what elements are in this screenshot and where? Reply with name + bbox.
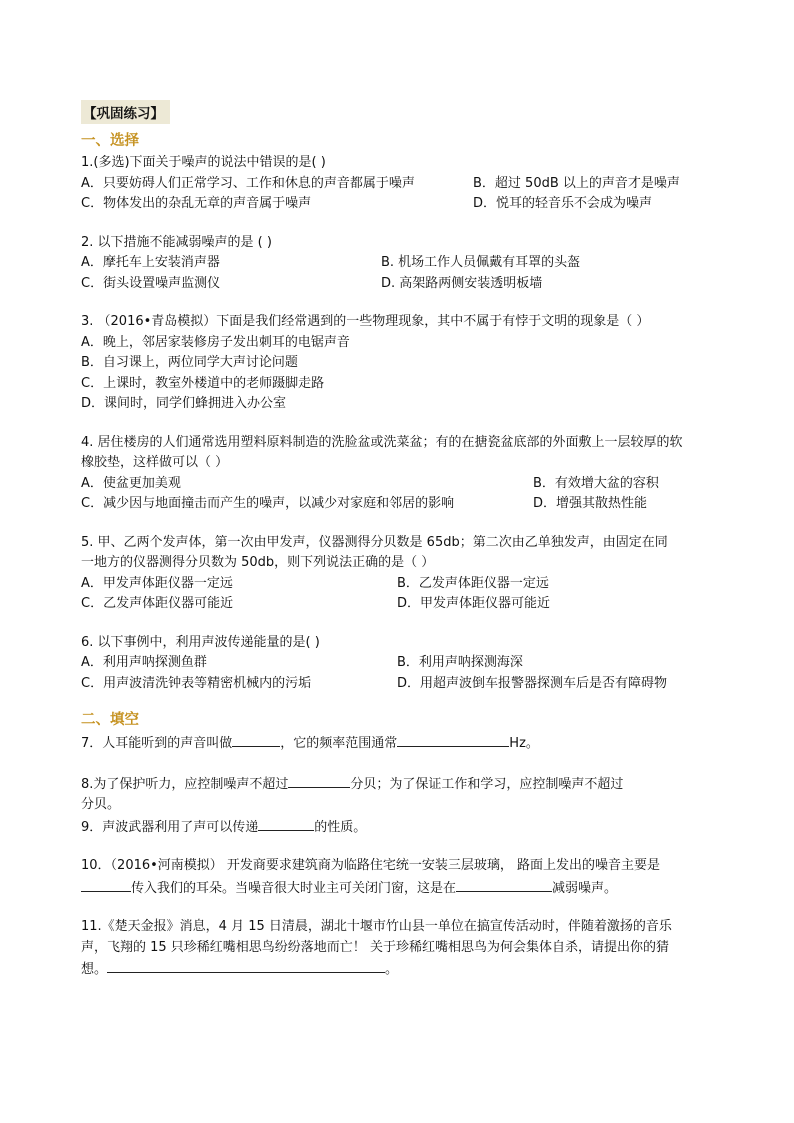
option-c: C．用声波清洗钟表等精密机械内的污垢 [81, 675, 312, 691]
option-a: A．甲发声体距仪器一定远 [81, 575, 233, 591]
question-stem: 5. 甲、乙两个发声体，第一次由甲发声，仪器测得分贝数是 65db；第二次由乙单独发声，由固定在同 [81, 534, 668, 550]
question-text: 7．人耳能听到的声音叫做 [81, 736, 233, 751]
question-text: ，它的频率范围通常 [280, 736, 398, 751]
option-c: C．街头设置噪声监测仪 [81, 275, 221, 291]
option-b: B．乙发声体距仪器一定远 [397, 575, 549, 591]
question-text: Hz。 [509, 736, 539, 751]
answer-blank[interactable] [397, 732, 509, 747]
option-a: A．只要妨碍人们正常学习、工作和休息的声音都属于噪声 [81, 175, 415, 191]
answer-blank[interactable] [456, 877, 552, 892]
option-a: A．摩托车上安装消声器 [81, 255, 220, 270]
worksheet [81, 100, 721, 981]
answer-blank[interactable] [258, 816, 314, 831]
question-stem: 6. 以下事例中，利用声波传递能量的是( ) [81, 634, 320, 650]
answer-blank[interactable] [232, 732, 280, 747]
question-text: 分贝；为了保证工作和学习，应控制噪声不超过 [350, 776, 624, 792]
option-d: D．悦耳的轻音乐不会成为噪声 [473, 196, 653, 211]
question-10 [81, 856, 721, 899]
option-d: D．甲发声体距仪器可能近 [397, 596, 551, 611]
question-11 [81, 917, 721, 981]
question-text: 减弱噪声。 [552, 880, 618, 896]
option-b: B．自习课上，两位同学大声讨论问题 [81, 355, 298, 370]
question-stem: 1.(多选)下面关于噪声的说法中错误的是( ) [81, 155, 326, 170]
question-text: 。 [385, 962, 399, 977]
option-c: C．上课时，教室外楼道中的老师蹑脚走路 [81, 375, 325, 391]
option-c: C．减少因与地面撞击而产生的噪声，以减少对家庭和邻居的影响 [81, 496, 455, 511]
question-text: 想。 [81, 962, 108, 977]
question-text: 传入我们的耳朵。当噪音很大时业主可关闭门窗，这是在 [131, 880, 457, 896]
question-stem: 3. （2016•青岛模拟）下面是我们经常遇到的一些物理现象，其中不属于有悖于文明的现象是（ ） [81, 314, 650, 329]
section-tag: 【巩固练习】 [81, 100, 170, 124]
question-1 [81, 153, 721, 215]
question-text: 9．声波武器利用了声可以传递 [81, 819, 259, 835]
option-a: A．晚上，邻居家装修房子发出刺耳的电锯声音 [81, 334, 350, 350]
question-text: 的性质。 [314, 819, 367, 835]
option-c: C．物体发出的杂乱无章的声音属于噪声 [81, 196, 312, 211]
answer-blank[interactable] [288, 773, 350, 788]
question-text: 8.为了保护听力，应控制噪声不超过 [81, 776, 289, 792]
option-d: D．用超声波倒车报警器探测车后是否有障碍物 [397, 675, 668, 691]
question-stem: 4. 居住楼房的人们通常选用塑料原料制造的洗脸盆或洗菜盆；有的在搪瓷盆底部的外面敷上一层较厚的软 [81, 434, 683, 450]
option-b: B．超过 50dB 以上的声音才是噪声 [473, 175, 680, 191]
question-9 [81, 816, 721, 839]
option-d: D．增强其散热性能 [533, 496, 648, 511]
option-a: A．使盆更加美观 [81, 475, 181, 491]
answer-blank[interactable] [81, 877, 131, 892]
option-c: C．乙发声体距仪器可能近 [81, 596, 234, 611]
question-3 [81, 312, 721, 415]
answer-blank[interactable] [107, 958, 385, 973]
question-5 [81, 533, 721, 615]
option-b: B. 机场工作人员佩戴有耳罩的头盔 [381, 255, 581, 270]
question-7 [81, 732, 721, 755]
question-text: 声，飞翔的 15 只珍稀红嘴相思鸟纷纷落地而亡！ 关于珍稀红嘴相思鸟为何会集体自杀，请提出你的猜 [81, 939, 669, 955]
section-title-choice: 一、选择 [81, 133, 139, 149]
option-b: B．有效增大盆的容积 [533, 475, 659, 491]
question-8 [81, 773, 721, 816]
question-text: 11.《楚天金报》消息，4 月 15 日清晨，湖北十堰市竹山县一单位在搞宣传活动时，伴随着激扬的音乐 [81, 919, 672, 934]
question-text: 10．（2016•河南模拟） 开发商要求建筑商为临路住宅统一安装三层玻璃， 路面上发出的噪音主要是 [81, 858, 661, 873]
option-b: B．利用声呐探测海深 [397, 655, 523, 670]
question-2 [81, 233, 721, 295]
option-d: D. 高架路两侧安装透明板墙 [381, 275, 543, 291]
question-stem: 2. 以下措施不能减弱噪声的是 ( ) [81, 234, 272, 250]
option-d: D．课间时，同学们蜂拥进入办公室 [81, 396, 287, 411]
question-6 [81, 633, 721, 695]
question-text: 分贝。 [81, 797, 121, 812]
question-stem-cont: 橡胶垫，这样做可以（ ） [81, 455, 229, 470]
section-title-fill: 二、填空 [81, 712, 139, 728]
question-stem-cont: 一地方的仪器测得分贝数为 50db，则下列说法正确的是（ ） [81, 555, 435, 570]
question-4 [81, 433, 721, 515]
option-a: A．利用声呐探测鱼群 [81, 655, 207, 670]
